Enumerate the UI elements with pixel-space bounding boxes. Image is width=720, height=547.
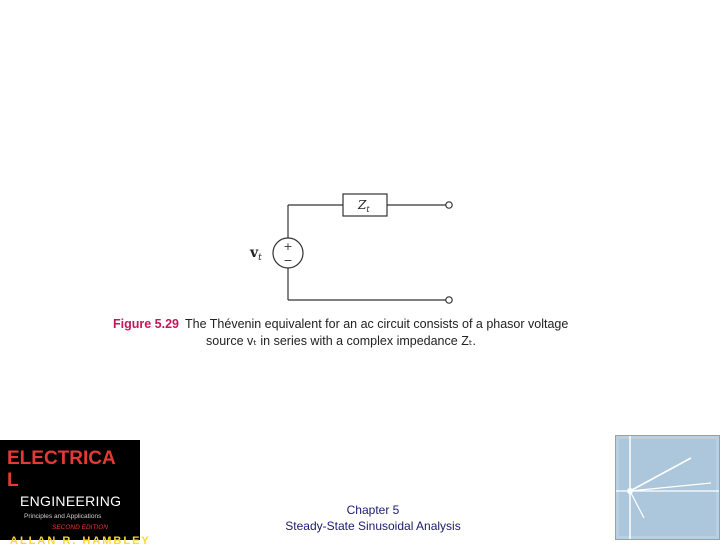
chapter-title: Steady-State Sinusoidal Analysis	[285, 519, 461, 533]
bottom-terminal	[446, 297, 452, 303]
book-title-engineering: ENGINEERING	[20, 493, 122, 509]
impedance-label: $Z_t$	[358, 198, 370, 214]
vector-diagram-icon	[616, 436, 719, 539]
book-edition: SECOND EDITION	[52, 524, 108, 531]
figure-caption	[113, 316, 633, 350]
caption-line-1: The Thévenin equivalent for an ac circuit consists of a phasor voltage	[185, 317, 569, 331]
source-label: $v_t$	[250, 245, 262, 263]
top-terminal	[446, 202, 452, 208]
book-title-electrical: ELECTRICA L	[7, 448, 116, 491]
thevenin-circuit-diagram	[240, 180, 470, 320]
slide-footer	[240, 502, 506, 534]
caption-line-2: source vₜ in series with a complex impedance Zₜ.	[206, 334, 476, 348]
source-plus-sign: +	[283, 240, 293, 253]
chapter-label: Chapter 5	[346, 503, 400, 517]
book-cover	[0, 440, 151, 547]
book-subtitle: Principles and Applications	[24, 513, 102, 520]
book-author: ALLAN R. HAMBLEY	[10, 535, 151, 547]
corner-logo	[615, 435, 720, 540]
figure-label: Figure 5.29	[113, 317, 179, 331]
source-minus-sign: −	[283, 254, 293, 267]
